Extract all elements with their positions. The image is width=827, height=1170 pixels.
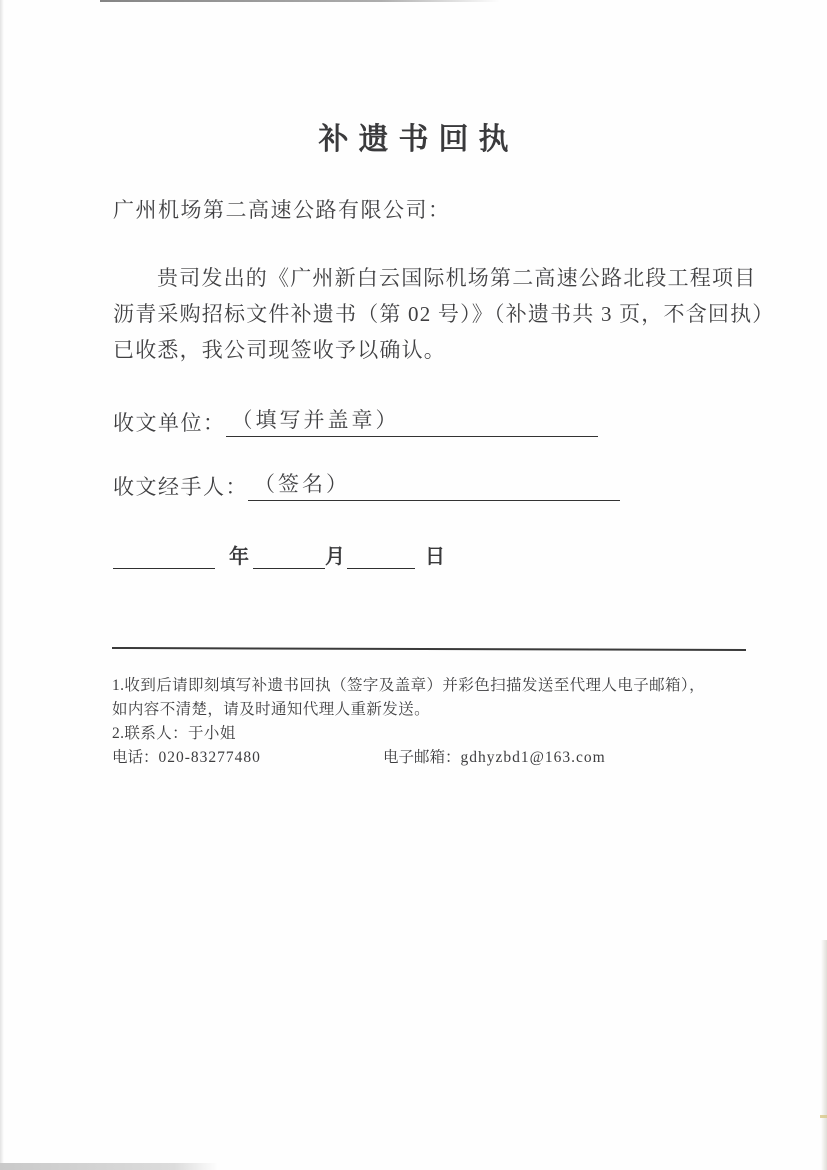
body-paragraph	[113, 260, 775, 368]
handler-label: 收文经手人：	[113, 475, 248, 499]
contact-row	[112, 745, 762, 767]
receiving-unit-row	[113, 404, 598, 437]
receiving-unit-label: 收文单位：	[113, 411, 226, 435]
month-blank-line	[253, 547, 325, 569]
body-line-3: 已收悉，我公司现签收予以确认。	[113, 338, 446, 362]
footnote-divider	[112, 647, 746, 651]
phone-group	[112, 745, 261, 767]
month-label: 月	[325, 546, 345, 568]
addressee-line: 广州机场第二高速公路有限公司：	[113, 198, 451, 222]
handler-blank-line	[248, 468, 620, 501]
email-group	[383, 745, 606, 767]
day-blank-line	[347, 547, 415, 569]
note-1-line-1: 1.收到后请即刻填写补遗书回执（签字及盖章）并彩色扫描发送至代理人电子邮箱），	[112, 677, 705, 694]
phone-number: 020-83277480	[158, 749, 261, 766]
email-label: 电子邮箱：	[382, 749, 461, 766]
year-blank-line	[113, 547, 215, 569]
date-row	[113, 540, 445, 569]
body-line-1: 贵司发出的《广州新白云国际机场第二高速公路北段工程项目	[157, 266, 757, 290]
year-label: 年	[229, 546, 249, 568]
handler-hint: （签名）	[254, 472, 350, 496]
body-line-2: 沥青采购招标文件补遗书（第 02 号）》（补遗书共 3 页，不含回执）	[113, 302, 775, 326]
scan-artifact-right-edge	[821, 940, 827, 1170]
receiving-unit-hint: （填写并盖章）	[231, 408, 400, 432]
email-address: gdhyzbd1@163.com	[460, 749, 606, 766]
scan-artifact-right-tick	[820, 1115, 827, 1118]
day-label: 日	[425, 546, 445, 568]
scan-artifact-bottom-left	[0, 1163, 218, 1170]
scan-artifact-left-edge	[0, 0, 4, 1170]
receiving-unit-blank-line	[226, 404, 598, 437]
handler-row	[113, 468, 620, 501]
scan-artifact-top-edge	[100, 0, 500, 2]
document-title: 补遗书回执	[318, 123, 519, 156]
note-1-line-2: 如内容不清楚，请及时通知代理人重新发送。	[112, 701, 431, 718]
phone-label: 电话：	[112, 749, 159, 766]
note-2-contact-person: 2.联系人：于小姐	[112, 725, 236, 742]
footnotes	[112, 674, 762, 746]
